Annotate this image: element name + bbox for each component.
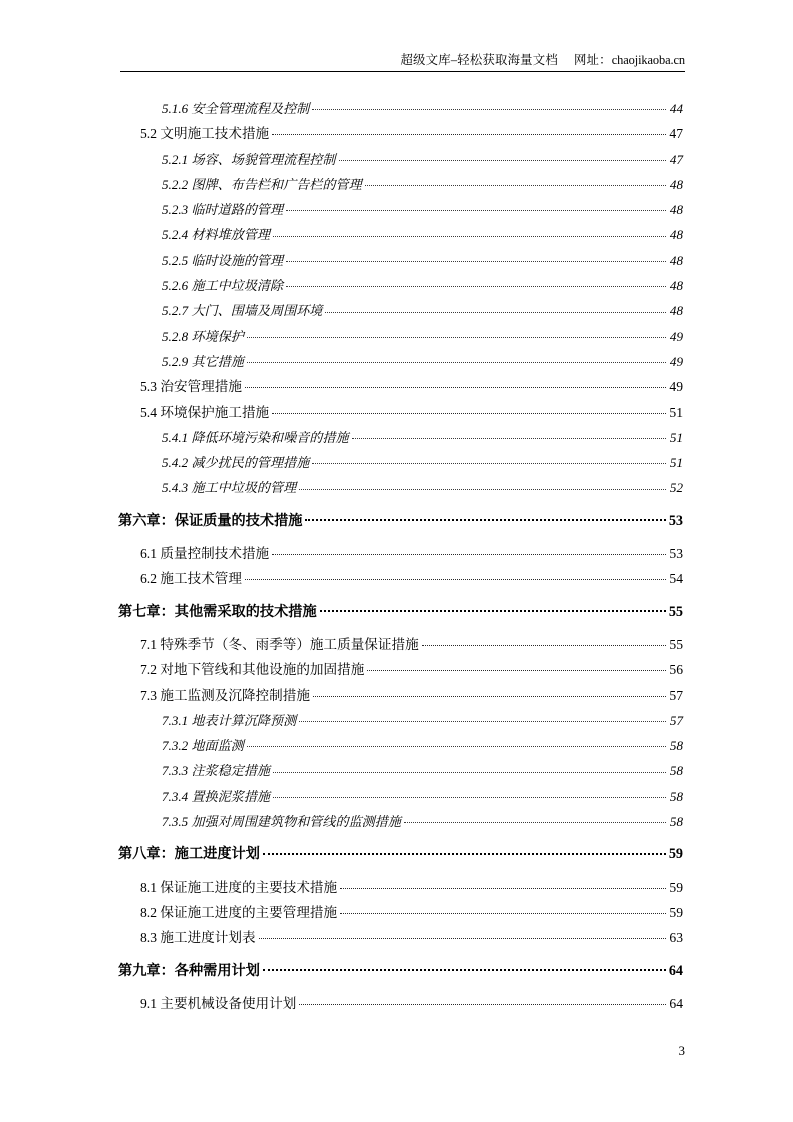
header-url-label: 网址： — [573, 53, 612, 67]
table-of-contents — [0, 96, 793, 1016]
toc-subsection-entry[interactable] — [0, 784, 793, 809]
toc-entry-label: 5.1.6 安全管理流程及控制 — [162, 101, 310, 116]
toc-dot-leader — [340, 903, 666, 917]
toc-subsection-entry[interactable] — [0, 733, 793, 758]
toc-dot-leader — [320, 601, 666, 615]
toc-entry-page-number: 49 — [669, 353, 683, 369]
toc-entry-label: 第九章：各种需用计划 — [118, 962, 260, 979]
toc-chapter-entry[interactable] — [0, 600, 793, 625]
toc-section-entry[interactable] — [0, 566, 793, 591]
toc-dot-leader — [245, 378, 666, 392]
toc-dot-leader — [247, 328, 666, 341]
toc-entry-page-number: 47 — [669, 151, 683, 167]
toc-entry-label: 7.3.5 加强对周围建筑物和管线的监测措施 — [162, 814, 401, 830]
toc-entry-page-number: 64 — [668, 962, 683, 979]
toc-subsection-entry[interactable] — [0, 425, 793, 450]
toc-subsection-entry[interactable] — [0, 758, 793, 783]
toc-subsection-entry[interactable] — [0, 475, 793, 500]
toc-entry-label: 6.1 质量控制技术措施 — [140, 546, 270, 562]
toc-entry-page-number: 55 — [668, 603, 683, 620]
toc-entry-page-number: 47 — [669, 126, 683, 142]
toc-entry-page-number: 51 — [669, 455, 683, 471]
toc-dot-leader — [352, 429, 666, 442]
toc-entry-page-number: 58 — [669, 788, 683, 804]
toc-entry-page-number: 48 — [669, 227, 683, 243]
toc-entry-page-number: 49 — [669, 379, 683, 395]
toc-entry-page-number: 64 — [669, 995, 683, 1011]
toc-dot-leader — [263, 960, 666, 974]
toc-dot-leader — [273, 762, 666, 775]
toc-entry-page-number: 48 — [669, 176, 683, 192]
toc-subsection-entry[interactable] — [0, 450, 793, 475]
toc-dot-leader — [245, 570, 666, 584]
toc-entry-label: 5.2 文明施工技术措施 — [140, 126, 270, 142]
toc-entry-label: 7.1 特殊季节（冬、雨季等）施工质量保证措施 — [140, 636, 419, 652]
toc-dot-leader — [272, 544, 666, 558]
toc-chapter-entry[interactable] — [0, 842, 793, 867]
toc-chapter-entry[interactable] — [0, 509, 793, 534]
toc-entry-page-number: 57 — [669, 687, 683, 703]
toc-subsection-entry[interactable] — [0, 273, 793, 298]
toc-entry-page-number: 58 — [669, 814, 683, 830]
toc-dot-leader — [339, 151, 667, 164]
toc-entry-label: 5.2.2 图牌、布告栏和广告栏的管理 — [162, 176, 362, 192]
toc-subsection-entry[interactable] — [0, 349, 793, 374]
toc-dot-leader — [272, 403, 666, 417]
toc-entry-page-number: 59 — [669, 904, 683, 920]
toc-entry-page-number: 44 — [669, 101, 683, 116]
toc-dot-leader — [259, 929, 666, 943]
page-header-text — [400, 50, 685, 68]
toc-entry-label: 5.2.6 施工中垃圾清除 — [162, 278, 284, 294]
toc-subsection-entry[interactable] — [0, 96, 793, 121]
toc-entry-page-number: 59 — [668, 846, 683, 863]
toc-entry-page-number: 51 — [669, 429, 683, 445]
toc-dot-leader — [263, 844, 666, 858]
toc-dot-leader — [299, 712, 666, 725]
toc-entry-label: 5.4.3 施工中垃圾的管理 — [162, 480, 297, 496]
toc-entry-page-number: 48 — [669, 278, 683, 294]
toc-entry-label: 第八章：施工进度计划 — [118, 846, 260, 863]
toc-entry-label: 5.2.8 环境保护 — [162, 328, 244, 344]
toc-entry-label: 5.2.7 大门、围墙及周围环境 — [162, 303, 323, 319]
toc-section-entry[interactable] — [0, 632, 793, 657]
toc-dot-leader — [422, 635, 666, 649]
toc-entry-label: 5.2.5 临时设施的管理 — [162, 252, 284, 268]
toc-entry-page-number: 58 — [669, 738, 683, 754]
toc-entry-label: 8.1 保证施工进度的主要技术措施 — [140, 879, 338, 895]
header-url: chaojikaoba.cn — [611, 53, 685, 67]
toc-entry-page-number: 54 — [669, 571, 683, 587]
toc-dot-leader — [247, 737, 666, 750]
toc-entry-label: 8.3 施工进度计划表 — [140, 930, 256, 946]
toc-entry-label: 9.1 主要机械设备使用计划 — [140, 995, 297, 1011]
toc-subsection-entry[interactable] — [0, 298, 793, 323]
toc-dot-leader — [340, 878, 666, 892]
toc-dot-leader — [312, 100, 666, 113]
toc-entry-page-number: 53 — [668, 512, 683, 529]
toc-subsection-entry[interactable] — [0, 809, 793, 834]
toc-dot-leader — [273, 226, 666, 239]
page-number: 3 — [678, 1043, 685, 1058]
toc-subsection-entry[interactable] — [0, 248, 793, 273]
toc-dot-leader — [273, 788, 666, 801]
toc-entry-label: 7.3.2 地面监测 — [162, 738, 244, 754]
toc-dot-leader — [367, 661, 666, 675]
toc-dot-leader — [312, 454, 666, 467]
toc-entry-page-number: 56 — [669, 662, 683, 678]
toc-entry-label: 7.2 对地下管线和其他设施的加固措施 — [140, 662, 365, 678]
toc-entry-page-number: 57 — [669, 712, 683, 728]
toc-entry-page-number: 63 — [669, 930, 683, 946]
toc-entry-label: 第七章：其他需采取的技术措施 — [118, 603, 317, 620]
toc-entry-page-number: 48 — [669, 303, 683, 319]
toc-section-entry[interactable] — [0, 900, 793, 925]
toc-section-entry[interactable] — [0, 121, 793, 146]
toc-section-entry[interactable] — [0, 541, 793, 566]
toc-entry-label: 5.4.2 减少扰民的管理措施 — [162, 455, 310, 471]
toc-dot-leader — [286, 201, 666, 214]
toc-entry-label: 7.3.3 注浆稳定措施 — [162, 763, 271, 779]
toc-dot-leader — [272, 125, 666, 139]
toc-entry-label: 6.2 施工技术管理 — [140, 571, 242, 587]
toc-chapter-entry[interactable] — [0, 959, 793, 984]
toc-subsection-entry[interactable] — [0, 147, 793, 172]
toc-entry-label: 5.2.1 场容、场貌管理流程控制 — [162, 151, 336, 167]
toc-entry-label: 7.3 施工监测及沉降控制措施 — [140, 687, 310, 703]
toc-subsection-entry[interactable] — [0, 197, 793, 222]
toc-entry-label: 7.3.4 置换泥浆措施 — [162, 788, 271, 804]
toc-entry-page-number: 58 — [669, 763, 683, 779]
page-header — [120, 44, 685, 72]
toc-entry-label: 5.3 治安管理措施 — [140, 379, 242, 395]
toc-entry-label: 5.2.3 临时道路的管理 — [162, 202, 284, 218]
toc-entry-label: 5.4 环境保护施工措施 — [140, 404, 270, 420]
toc-section-entry[interactable] — [0, 683, 793, 708]
toc-entry-label: 5.4.1 降低环境污染和噪音的措施 — [162, 429, 349, 445]
toc-dot-leader — [286, 277, 666, 290]
toc-subsection-entry[interactable] — [0, 708, 793, 733]
toc-section-entry[interactable] — [0, 657, 793, 682]
toc-subsection-entry[interactable] — [0, 324, 793, 349]
toc-entry-label: 8.2 保证施工进度的主要管理措施 — [140, 904, 338, 920]
toc-entry-label: 第六章：保证质量的技术措施 — [118, 512, 303, 529]
toc-entry-page-number: 48 — [669, 202, 683, 218]
toc-dot-leader — [325, 302, 666, 315]
toc-section-entry[interactable] — [0, 925, 793, 950]
toc-entry-label: 5.2.4 材料堆放管理 — [162, 227, 271, 243]
toc-dot-leader — [299, 479, 666, 492]
toc-dot-leader — [365, 176, 666, 189]
toc-dot-leader — [286, 252, 666, 265]
toc-dot-leader — [313, 686, 666, 700]
toc-dot-leader — [404, 813, 666, 826]
toc-entry-page-number: 55 — [669, 636, 683, 652]
toc-dot-leader — [247, 353, 666, 366]
toc-entry-page-number: 53 — [669, 546, 683, 562]
toc-dot-leader — [299, 994, 666, 1008]
header-site-title: 超级文库–轻松获取海量文档 — [400, 53, 558, 67]
toc-dot-leader — [305, 511, 666, 525]
toc-entry-page-number: 51 — [669, 404, 683, 420]
toc-entry-page-number: 59 — [669, 879, 683, 895]
toc-entry-page-number: 49 — [669, 328, 683, 344]
toc-subsection-entry[interactable] — [0, 172, 793, 197]
toc-section-entry[interactable] — [0, 991, 793, 1016]
toc-subsection-entry[interactable] — [0, 222, 793, 247]
toc-section-entry[interactable] — [0, 875, 793, 900]
toc-section-entry[interactable] — [0, 400, 793, 425]
toc-entry-page-number: 52 — [669, 480, 683, 496]
toc-entry-label: 5.2.9 其它措施 — [162, 353, 244, 369]
toc-entry-page-number: 48 — [669, 252, 683, 268]
toc-section-entry[interactable] — [0, 374, 793, 399]
toc-entry-label: 7.3.1 地表计算沉降预测 — [162, 712, 297, 728]
